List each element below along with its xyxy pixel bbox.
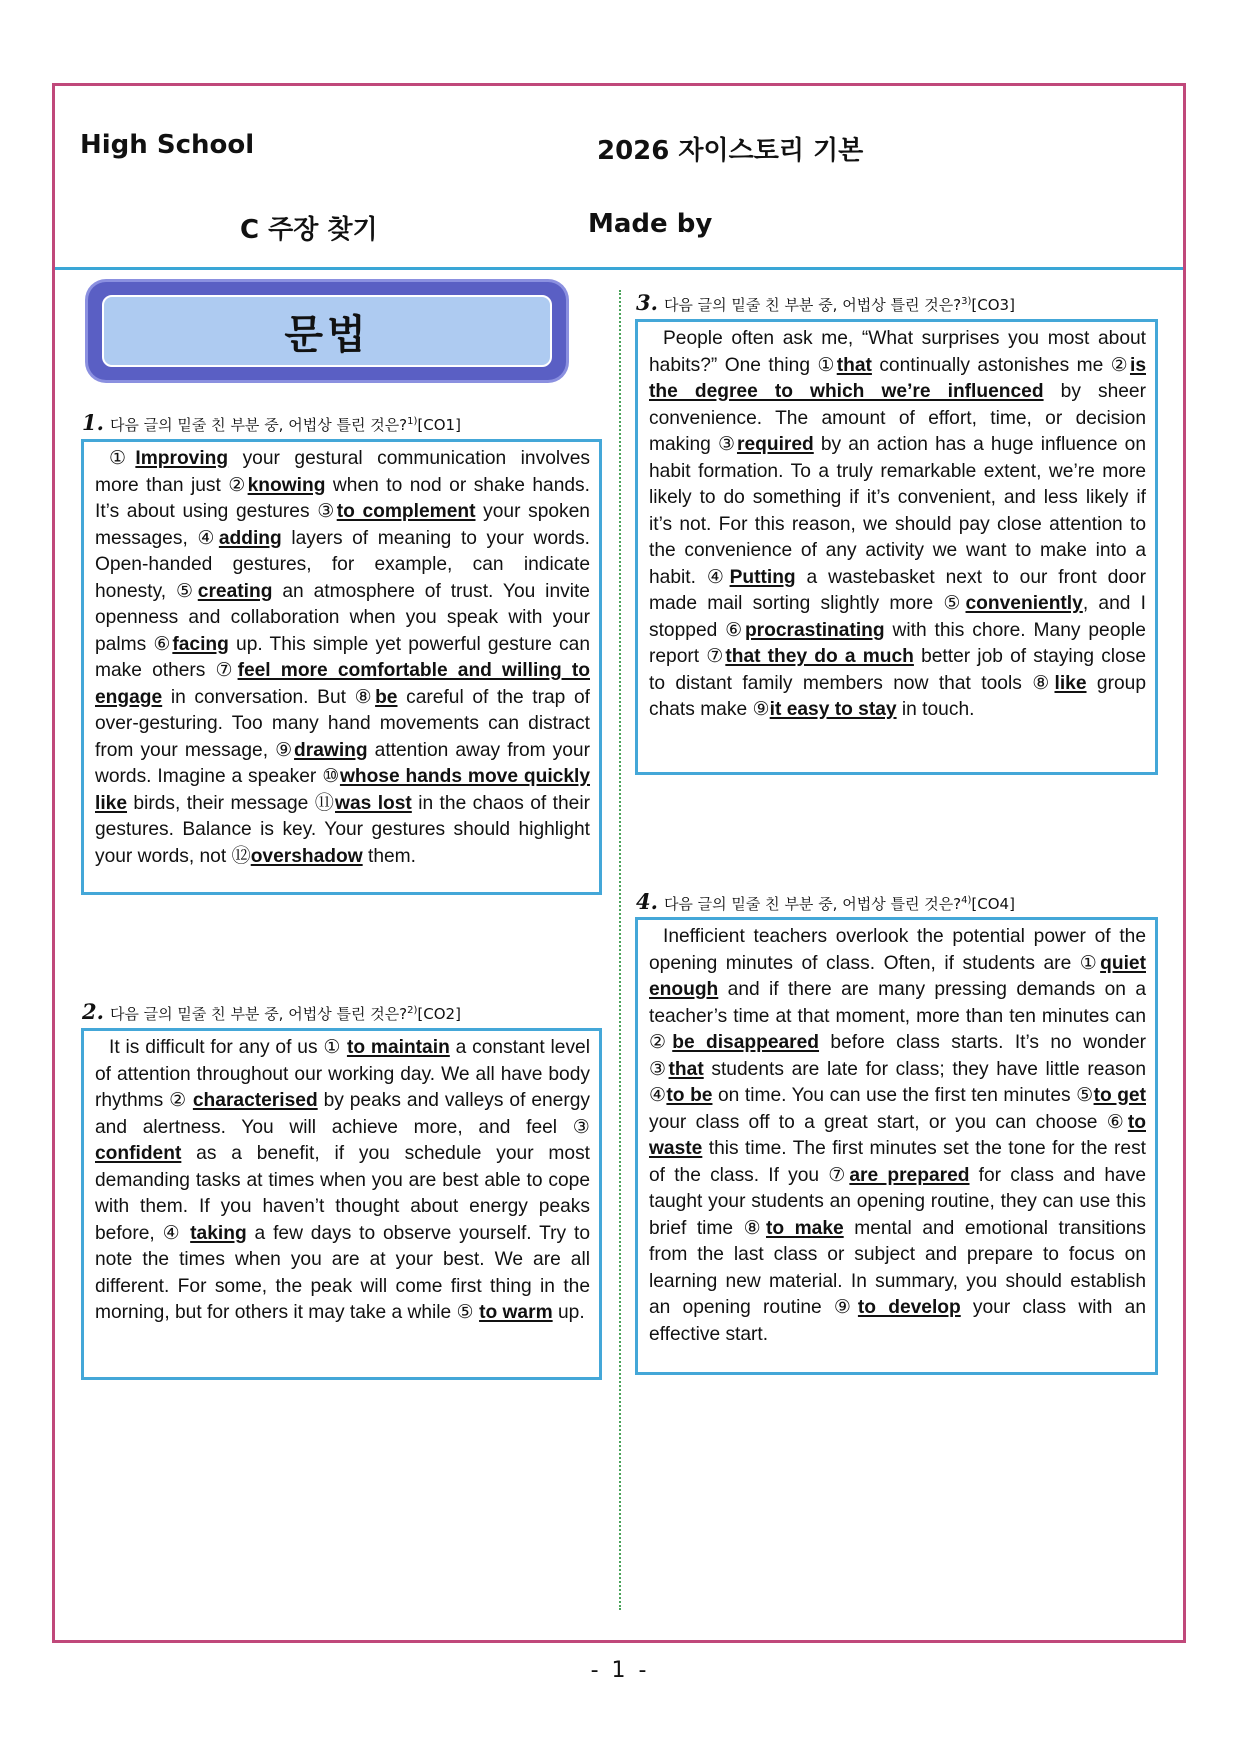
underlined-choice: feel more comfortable and willing to engage	[95, 660, 590, 708]
passage-segment: a few days to observe yourself. Try to note the times when you are at your best. We are all different. For some, the peak will come first thing in the morning, but for others it may take a while ⑤	[95, 1222, 590, 1323]
passage-segment: layers of meaning to your words. Open-handed gestures, for example, can indicate honesty, ⑤	[95, 527, 590, 602]
header-divider	[55, 267, 1183, 270]
underlined-choice: to develop	[857, 1297, 961, 1318]
underlined-choice: creating	[197, 580, 273, 602]
book-title: 2026 자이스토리 기본	[597, 136, 864, 166]
passage-segment: in conversation. But ⑧	[162, 686, 376, 708]
underlined-choice: that they do a much	[725, 646, 914, 667]
underlined-choice: that	[836, 354, 872, 376]
question-4-header	[636, 889, 1015, 914]
underlined-choice: to waste	[649, 1111, 1146, 1159]
passage-segment: a constant level of attention throughout our working day. We all have body rhythms ②	[95, 1037, 590, 1111]
underlined-choice: facing	[172, 633, 229, 655]
passage-segment: It is difficult for any of us ①	[109, 1037, 347, 1058]
section-title: 문법	[102, 295, 552, 367]
underlined-choice: overshadow	[250, 845, 363, 867]
passage-segment: a wastebasket next to our front door made mail sorting slightly more ⑤	[649, 566, 1146, 614]
question-number: 3.	[636, 290, 658, 315]
footnote-marker: 2)	[407, 1005, 418, 1016]
passage-segment: with this chore. Many people report ⑦	[649, 619, 1146, 667]
question-number: 4.	[636, 889, 658, 914]
passage-segment: and if there are many pressing demands on a teacher’s time at that moment, more than ten minutes can ②	[649, 979, 1146, 1053]
passage-segment: ①	[109, 448, 136, 469]
passage-segment: an atmosphere of trust. You invite openness and collaboration when you speak with your palms ⑥	[95, 580, 590, 655]
question-code: [CO2]	[417, 1005, 461, 1023]
passage-segment: your spoken messages, ④	[95, 501, 590, 549]
passage-segment: on time. You can use the first ten minutes ⑤	[712, 1085, 1094, 1106]
passage-segment: group chats make ⑨	[649, 672, 1147, 720]
passage-segment: by peaks and valleys of energy and alertness. You will achieve more, and feel ③	[95, 1090, 590, 1138]
passage-segment: mental and emotional transitions from the last class or subject and prepare to focus on learning new material. In summary, you should establish an opening routine ⑨	[649, 1217, 1147, 1318]
passage-segment: continually astonishes me ②	[871, 354, 1130, 376]
underlined-choice: characterised	[192, 1090, 318, 1111]
underlined-choice: to get	[1093, 1085, 1146, 1106]
passage-text	[649, 924, 1146, 1348]
underlined-choice: to maintain	[346, 1037, 450, 1058]
passage-segment: as a benefit, if you schedule your most demanding tasks at times when you are best able to cope with them. If you haven’t thought about energy peaks before, ④	[95, 1143, 590, 1244]
question-code: [CO3]	[971, 296, 1015, 314]
underlined-choice: adding	[218, 527, 282, 549]
question-1-passage	[81, 439, 602, 895]
underlined-choice: to make	[766, 1217, 844, 1239]
passage-segment: People often ask me, “What surprises you most about habits?” One thing ①	[649, 328, 1146, 376]
column-divider	[619, 290, 621, 1610]
underlined-choice: to be	[666, 1085, 713, 1106]
passage-segment: by an action has a huge influence on habit formation. To a truly remarkable extent, we’re more likely to do something if it’s convenient, and less likely if it’s not. For this reason, we should pay close attention to the convenience of any activity we want to make into a habit. ④	[649, 434, 1146, 588]
passage-segment: this time. The first minutes set the tone for the rest of the class. If you ⑦	[649, 1138, 1146, 1186]
question-code: [CO4]	[971, 895, 1015, 913]
passage-text	[95, 1035, 590, 1327]
passage-segment: Inefficient teachers overlook the potential power of the opening minutes of class. Often, if students are ①	[649, 926, 1146, 974]
passage-segment: students are late for class; they have little reason ④	[649, 1058, 1146, 1106]
underlined-choice: is the degree to which we’re influenced	[649, 354, 1146, 402]
footnote-marker: 3)	[961, 296, 972, 307]
passage-segment: when to nod or shake hands. It’s about using gestures ③	[95, 474, 590, 522]
passage-segment: your gestural communication involves more than just ②	[95, 448, 590, 496]
passage-segment: in touch.	[896, 699, 975, 720]
question-3-header	[636, 290, 1015, 315]
underlined-choice: confident	[95, 1143, 182, 1164]
underlined-choice: quiet enough	[649, 952, 1146, 1000]
passage-segment: up. This simple yet powerful gesture can make others ⑦	[95, 633, 590, 681]
underlined-choice: whose hands move quickly like	[95, 766, 590, 814]
passage-segment: attention away from your words. Imagine a speaker ⑩	[95, 739, 590, 787]
question-number: 2.	[82, 999, 104, 1024]
passage-segment: before class starts. It’s no wonder ③	[649, 1032, 1146, 1080]
section-title-badge	[88, 282, 566, 380]
underlined-choice: Putting	[729, 566, 796, 588]
underlined-choice: be	[375, 686, 398, 708]
passage-segment: , and I stopped ⑥	[649, 593, 1146, 641]
underlined-choice: to complement	[336, 501, 476, 522]
unit-subtitle: C 주장 찾기	[240, 215, 378, 245]
passage-text	[649, 326, 1146, 724]
passage-segment: your class off to a great start, or you can choose ⑥	[649, 1111, 1128, 1133]
passage-segment: for class and have taught your students an opening routine, they can use this brief time ⑧	[649, 1164, 1146, 1239]
question-code: [CO1]	[417, 416, 461, 434]
question-1-header	[82, 410, 461, 435]
passage-segment: by sheer convenience. The amount of effort, time, or decision making ③	[649, 381, 1146, 455]
underlined-choice: to warm	[479, 1302, 553, 1323]
underlined-choice: taking	[190, 1222, 247, 1244]
question-prompt: 다음 글의 밑줄 친 부분 중, 어법상 틀린 것은?	[109, 416, 408, 434]
question-2-passage	[81, 1028, 602, 1380]
underlined-choice: conveniently	[965, 593, 1083, 614]
question-number: 1.	[82, 410, 104, 435]
underlined-choice: like	[1054, 672, 1087, 694]
underlined-choice: are prepared	[849, 1164, 970, 1186]
underlined-choice: was lost	[335, 792, 412, 814]
underlined-choice: it easy to stay	[769, 699, 897, 720]
underlined-choice: required	[736, 434, 814, 455]
page-number: - 1 -	[590, 1658, 650, 1683]
question-4-passage	[635, 917, 1158, 1375]
made-by-label: Made by	[588, 209, 713, 239]
footnote-marker: 4)	[961, 895, 972, 906]
passage-segment: better job of staying close to distant family members now that tools ⑧	[649, 646, 1146, 694]
passage-segment: careful of the trap of over-gesturing. Too many hand movements can distract from your message, ⑨	[95, 686, 590, 761]
passage-segment: birds, their message ⑪	[127, 792, 336, 814]
underlined-choice: Improving	[135, 448, 229, 469]
question-2-header	[82, 999, 461, 1024]
underlined-choice: knowing	[247, 474, 326, 496]
underlined-choice: procrastinating	[744, 619, 885, 641]
question-3-passage	[635, 319, 1158, 775]
underlined-choice: that	[668, 1058, 704, 1080]
underlined-choice: be disappeared	[672, 1032, 820, 1053]
passage-text	[95, 446, 590, 870]
school-label: High School	[80, 130, 255, 160]
passage-segment: in the chaos of their gestures. Balance is key. Your gestures should highlight your words, not ⑫	[95, 792, 590, 867]
underlined-choice: drawing	[294, 739, 368, 761]
footnote-marker: 1)	[407, 416, 418, 427]
passage-segment: your class with an effective start.	[649, 1297, 1146, 1345]
passage-segment: them.	[362, 845, 416, 867]
question-prompt: 다음 글의 밑줄 친 부분 중, 어법상 틀린 것은?	[109, 1005, 408, 1023]
question-prompt: 다음 글의 밑줄 친 부분 중, 어법상 틀린 것은?	[663, 296, 962, 314]
passage-segment: up.	[552, 1302, 585, 1323]
question-prompt: 다음 글의 밑줄 친 부분 중, 어법상 틀린 것은?	[663, 895, 962, 913]
